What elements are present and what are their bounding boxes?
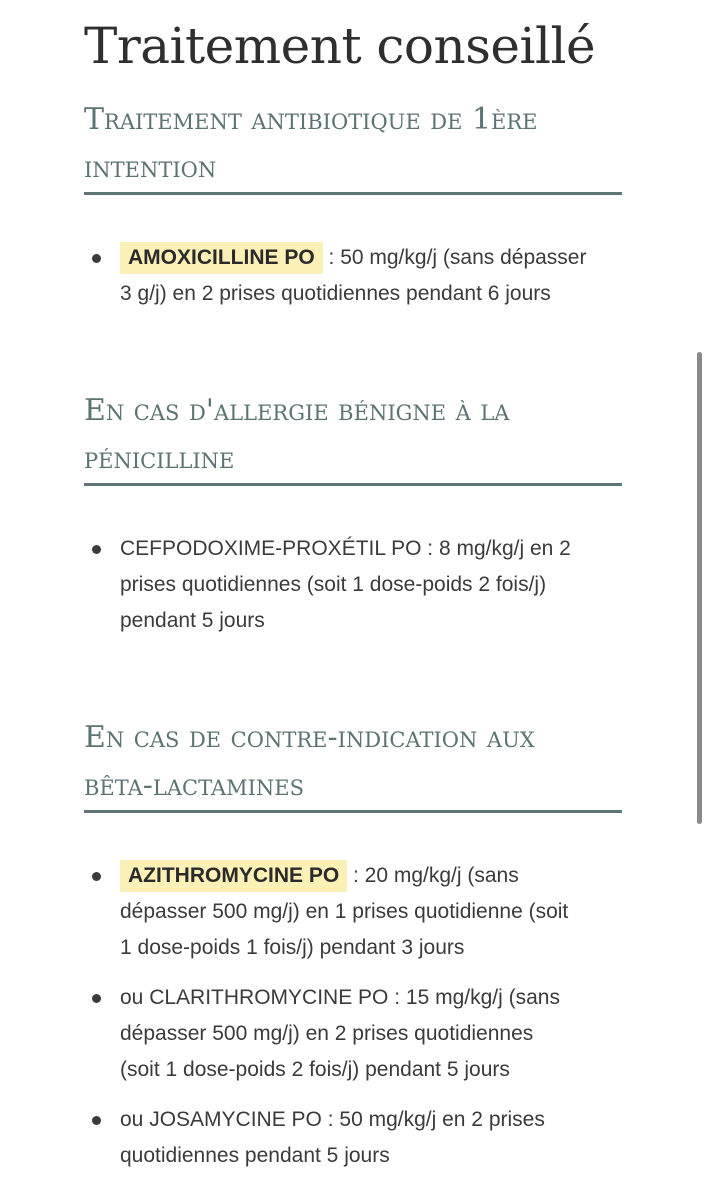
dosage-text: ou CLARITHROMYCINE PO : 15 mg/kg/j (sans [120, 986, 560, 1009]
list-item [84, 531, 624, 639]
drug-list-first-line [84, 240, 624, 312]
list-item [84, 240, 624, 312]
dosage-text: CEFPODOXIME-PROXÉTIL PO : 8 mg/kg/j en 2 [120, 537, 571, 560]
dosage-text: : 50 mg/kg/j (sans dépasser [322, 246, 587, 269]
dosage-text: 1 dose-poids 1 fois/j) pendant 3 jours [120, 936, 465, 959]
section-heading-first-line [84, 96, 622, 195]
list-item [84, 980, 624, 1088]
page-title: Traitement conseillé [84, 17, 596, 75]
list-item [84, 1102, 624, 1174]
section-heading-line2: bêta-lactamines [84, 768, 305, 803]
dosage-text: quotidiennes pendant 5 jours [120, 1144, 390, 1167]
section-heading-line2: pénicilline [84, 441, 235, 476]
dosage-text: dépasser 500 mg/j) en 1 prises quotidienne (soit [120, 900, 569, 923]
dosage-text: dépasser 500 mg/j) en 2 prises quotidiennes [120, 1022, 534, 1045]
section-heading-line2: intention [84, 150, 217, 185]
highlighted-drug-name: AMOXICILLINE PO [120, 242, 323, 274]
drug-list-contraindication [84, 858, 624, 1174]
dosage-text: prises quotidiennes (soit 1 dose-poids 2 fois/j) [120, 573, 547, 596]
section-heading-contraindication [84, 714, 622, 813]
section-heading-allergy [84, 387, 622, 486]
list-item [84, 858, 624, 966]
dosage-text: : 20 mg/kg/j (sans [347, 864, 519, 887]
dosage-text: pendant 5 jours [120, 609, 265, 632]
section-heading-line1: En cas d'allergie bénigne à la [84, 393, 510, 428]
highlighted-drug-name: AZITHROMYCINE PO [120, 860, 347, 892]
dosage-text: (soit 1 dose-poids 2 fois/j) pendant 5 jours [120, 1058, 510, 1081]
vertical-scrollbar[interactable] [697, 352, 702, 824]
section-heading-line1: Traitement antibiotique de 1ère [84, 102, 538, 137]
dosage-text: ou JOSAMYCINE PO : 50 mg/kg/j en 2 prises [120, 1108, 545, 1131]
dosage-text: 3 g/j) en 2 prises quotidiennes pendant 6 jours [120, 282, 551, 305]
section-heading-line1: En cas de contre-indication aux [84, 720, 535, 755]
drug-list-allergy [84, 531, 624, 639]
